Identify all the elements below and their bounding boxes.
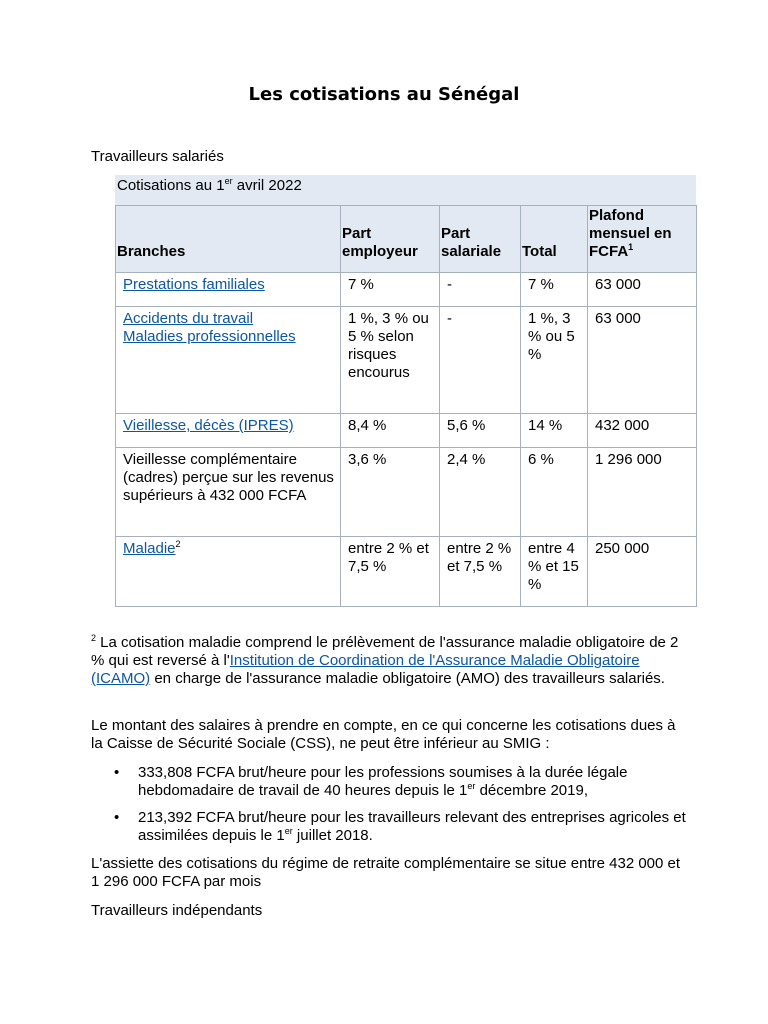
- table-row: Accidents du travail Maladies professionnelles 1 %, 3 % ou 5 % selon risques encourus - 1 %, 3 % ou 5 % 63 000: [116, 307, 697, 414]
- footnote-paragraph: $^2$ La cotisation maladie comprend le prélèvement de l'assurance maladie obligatoire de 2 % qui est reversé à l'Institution de Coordination de l'Assurance Maladie Obligatoire (ICAMO) en charge de l'assurance maladie obligatoire (AMO) des travailleurs salariés.: [91, 633, 679, 687]
- table-row: Vieillesse complémentaire (cadres) perçue sur les revenus supérieurs à 432 000 FCFA 3,6 % 2,4 % 6 % 1 296 000: [116, 448, 697, 537]
- header-branches: Branches: [116, 206, 341, 273]
- link-maladies-professionnelles[interactable]: Maladies professionnelles: [123, 328, 296, 345]
- table-row: Maladie$^2$ entre 2 % et 7,5 % entre 2 % et 7,5 % entre 4 % et 15 % 250 000: [116, 537, 697, 607]
- independants-heading: Travailleurs indépendants: [91, 902, 263, 919]
- link-accidents-du-travail[interactable]: Accidents du travail: [123, 310, 254, 327]
- smig-list: [91, 764, 691, 854]
- list-item: • 213,392 FCFA brut/heure pour les travailleurs relevant des entreprises agricoles et assimilées depuis le 1er juillet 2018.: [114, 809, 686, 844]
- header-plafond: Plafond mensuel en FCFA$^1$: [588, 206, 697, 273]
- link-prestations-familiales[interactable]: Prestations familiales: [123, 276, 265, 293]
- table-caption: Cotisations au 1er avril 2022: [115, 175, 696, 205]
- cotisations-table: [115, 205, 697, 607]
- link-vieillesse-deces-ipres[interactable]: Vieillesse, décès (IPRES): [123, 417, 294, 434]
- table-header-row: [116, 206, 697, 273]
- table-row: Prestations familiales 7 % - 7 % 63 000: [116, 273, 697, 307]
- montant-paragraph: Le montant des salaires à prendre en compte, en ce qui concerne les cotisations dues à la Caisse de Sécurité Sociale (CSS), ne peut être inférieur au SMIG :: [91, 717, 676, 752]
- list-item: • 333,808 FCFA brut/heure pour les professions soumises à la durée légale hebdomadaire de travail de 40 heures depuis le 1er décembre 2019,: [114, 764, 628, 799]
- page-title: Les cotisations au Sénégal: [248, 84, 520, 105]
- salaries-heading: Travailleurs salariés: [91, 148, 224, 165]
- header-total: Total: [521, 206, 588, 273]
- table-row: Vieillesse, décès (IPRES) 8,4 % 5,6 % 14 % 432 000: [116, 414, 697, 448]
- header-employeur: Part employeur: [341, 206, 440, 273]
- link-maladie[interactable]: Maladie: [123, 540, 176, 557]
- link-icamo[interactable]: Institution de Coordination de l'Assurance Maladie Obligatoire (ICAMO): [91, 652, 640, 687]
- header-salariale: Part salariale: [440, 206, 521, 273]
- assiette-paragraph: L'assiette des cotisations du régime de retraite complémentaire se situe entre 432 000 et 1 296 000 FCFA par mois: [91, 855, 681, 890]
